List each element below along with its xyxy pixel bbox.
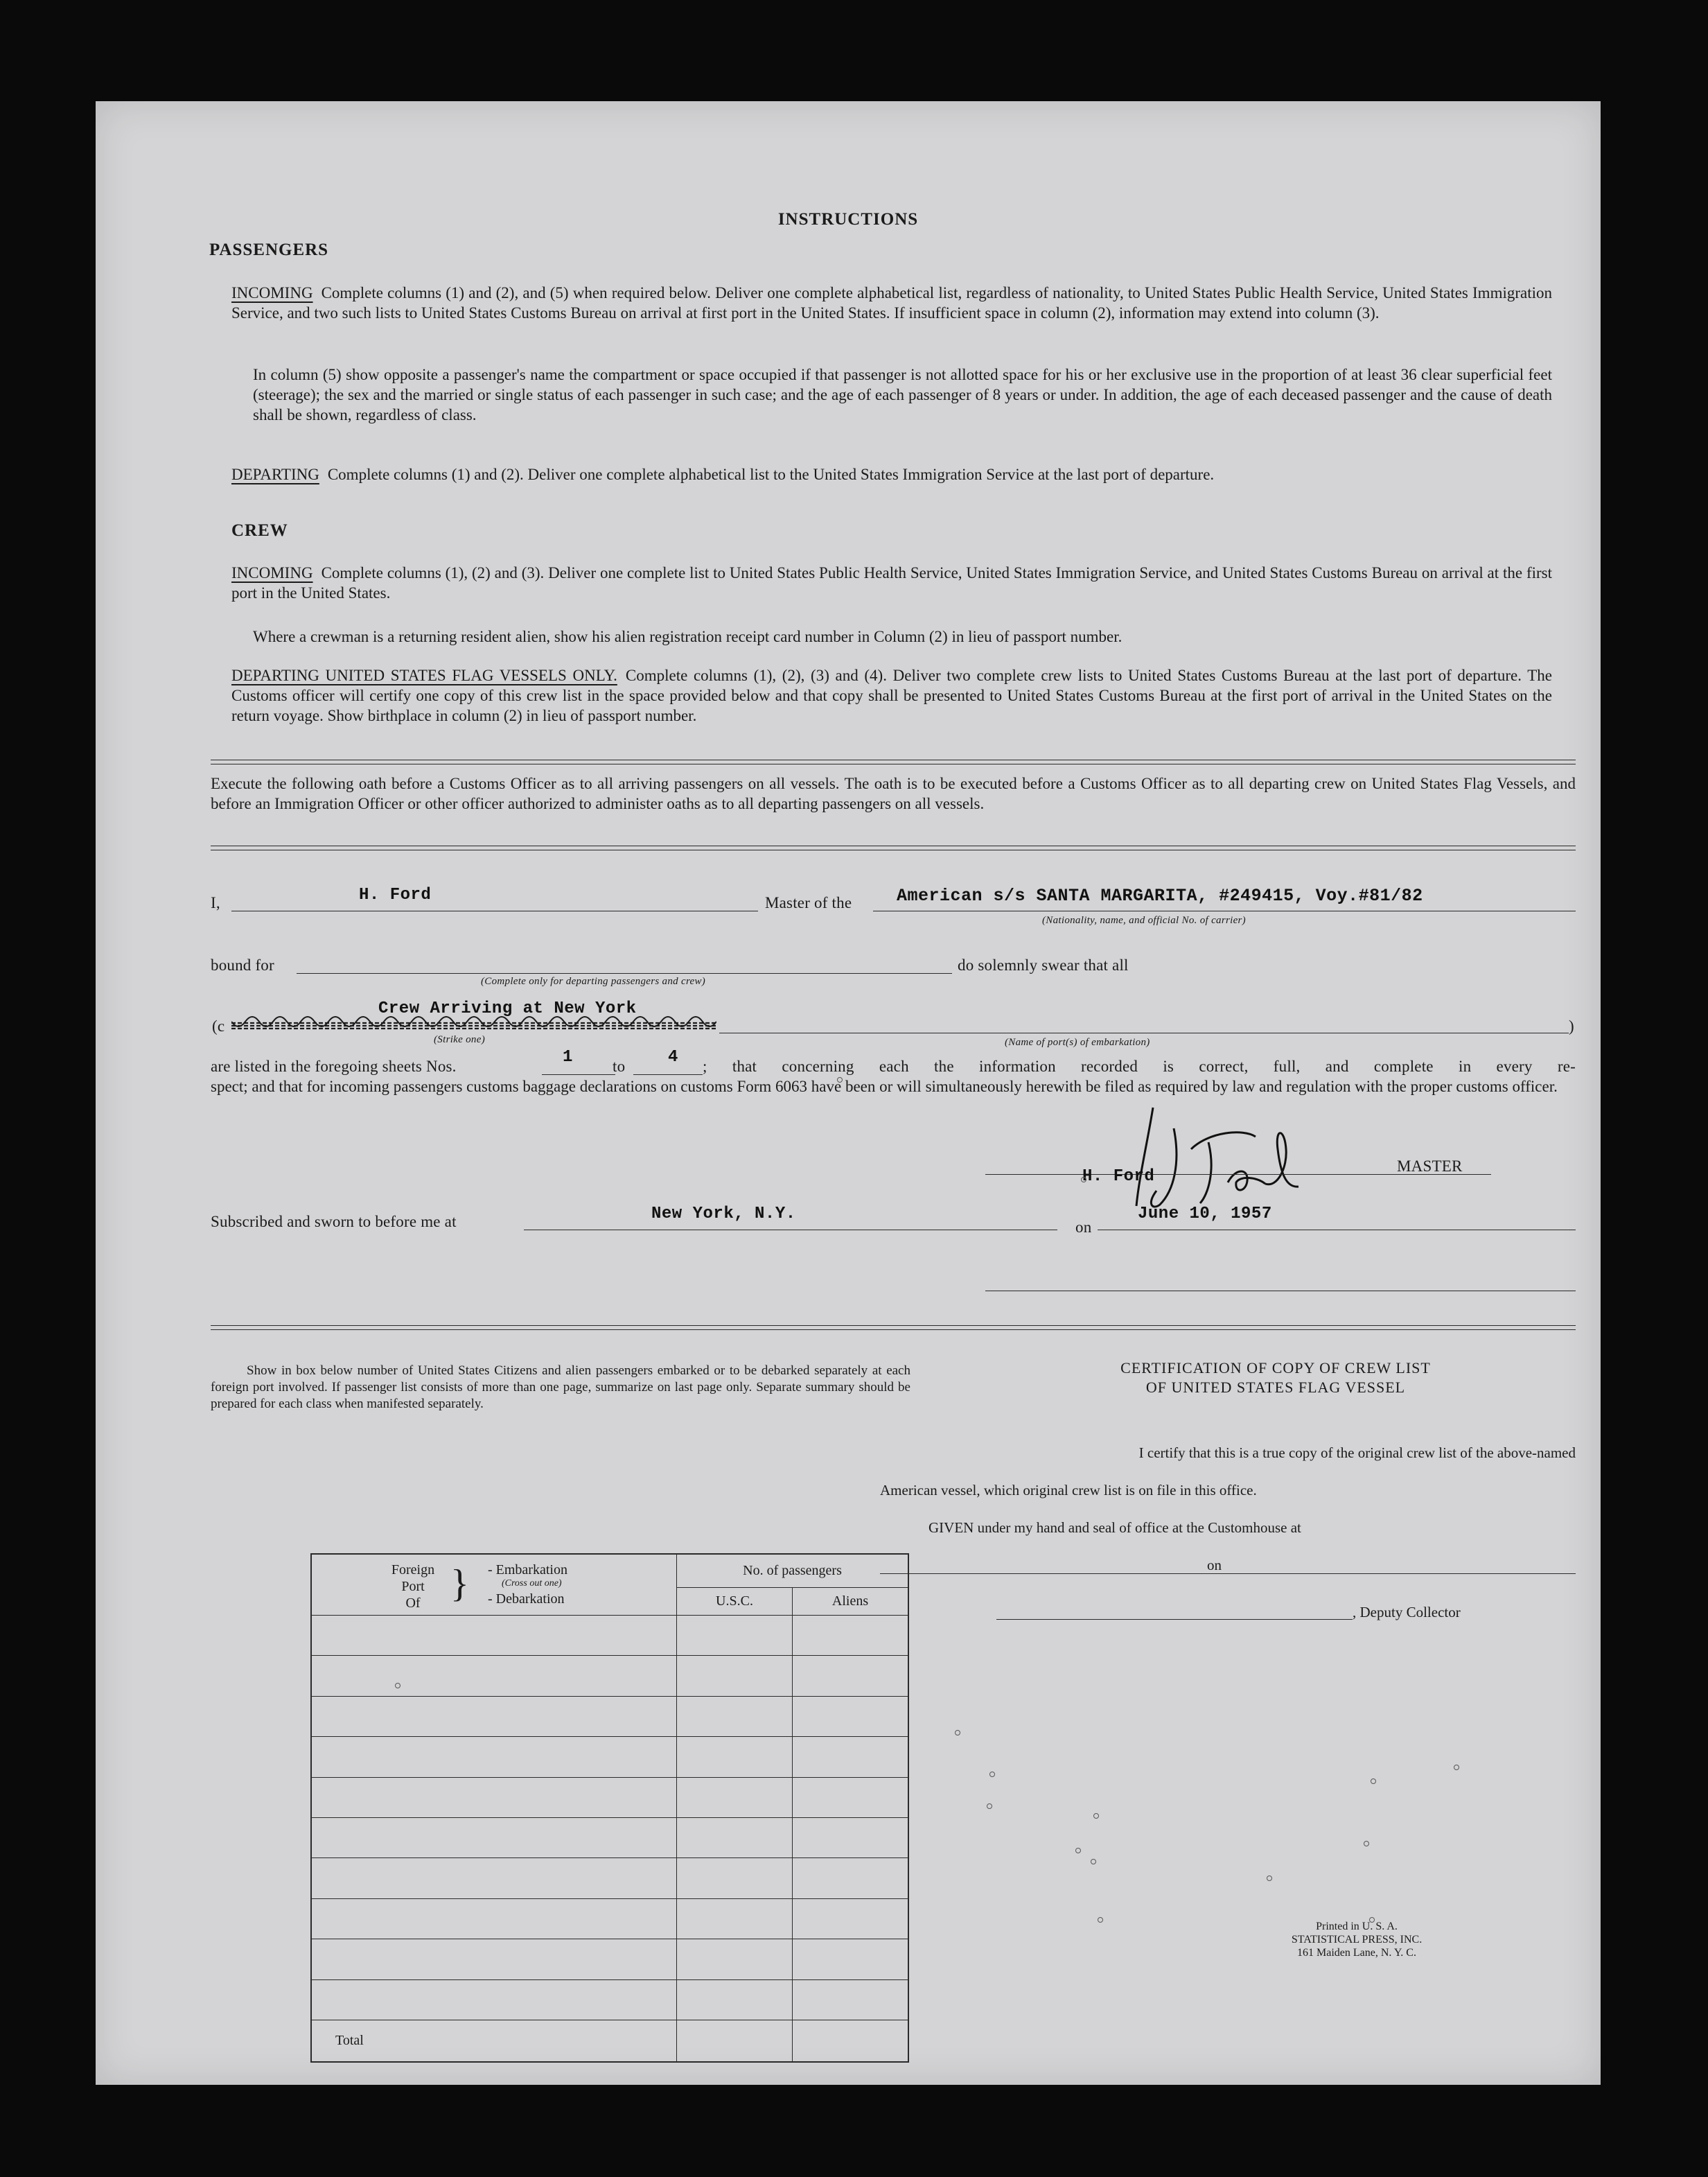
page-title: INSTRUCTIONS — [777, 210, 919, 229]
aliens-cell[interactable] — [793, 1979, 909, 2020]
table-row — [311, 1979, 908, 2020]
crew-incoming-text: Complete columns (1), (2) and (3). Deliver one complete list to United States Public Health Service, United States Immigration Service, and United States Customs Bureau on arrival at the first port in the United States. — [231, 564, 1552, 602]
master-of-label: Master of the — [765, 894, 852, 911]
open-paren: (c — [212, 1017, 225, 1035]
no-passengers-header: No. of passengers — [677, 1554, 909, 1587]
struck-out-text — [231, 1016, 716, 1033]
port-passengers-table — [310, 1553, 909, 2063]
port-header-cell — [311, 1554, 677, 1616]
aliens-cell[interactable] — [793, 1818, 909, 1858]
printer-imprint — [1232, 1920, 1481, 1959]
subscribed-label: Subscribed and sworn to before me at — [211, 1213, 457, 1230]
passengers-incoming-text: Complete columns (1) and (2), and (5) when required below. Deliver one complete alphabetical list, regardless of nationality, to United States Public Health Service, United States Immigration Service, and two such lists to United States Customs Bureau on arrival at first port in the United States. If insufficient space in column (2), information may extend into column (3). — [231, 284, 1552, 322]
certification-date-line[interactable] — [1228, 1573, 1576, 1574]
sheet-to-line — [633, 1074, 703, 1075]
master-label: MASTER — [1397, 1157, 1463, 1175]
divider — [211, 846, 1576, 850]
divider — [211, 760, 1576, 764]
crew-departing-text: Complete columns (1), (2), (3) and (4). Deliver two complete crew lists to United States Customs Bureau at the last port of departure. The Customs officer will certify one copy of this crew list in the space provided below and that copy shall be presented to United States Customs Bureau at the first port of arrival in the United States on the return voyage. Show birthplace in column (2) in lieu of passport number. — [231, 667, 1552, 724]
passengers-departing-section — [231, 464, 1552, 484]
aliens-cell[interactable] — [793, 1777, 909, 1817]
crew-heading: CREW — [231, 521, 288, 540]
table-row — [311, 1858, 908, 1898]
port-cell[interactable] — [311, 1818, 677, 1858]
passengers-incoming-label: INCOMING — [231, 284, 313, 301]
usc-total-cell[interactable] — [677, 2020, 793, 2063]
certification-title-1: CERTIFICATION OF COPY OF CREW LIST — [1120, 1359, 1431, 1376]
master-signature — [1070, 1101, 1416, 1218]
master-name-value: H. Ford — [359, 886, 432, 904]
total-label: Total — [311, 2020, 677, 2063]
crew-incoming-section — [231, 563, 1552, 603]
vessel-caption: (Nationality, name, and official No. of carrier) — [1042, 915, 1246, 926]
certification-title-2: OF UNITED STATES FLAG VESSEL — [1145, 1379, 1406, 1396]
embarkation-caption: (Name of port(s) of embarkation) — [1005, 1037, 1150, 1048]
scan-speck — [987, 1803, 992, 1809]
table-row — [311, 1616, 908, 1656]
scan-speck — [1454, 1765, 1459, 1770]
usc-cell[interactable] — [677, 1818, 793, 1858]
aliens-header: Aliens — [793, 1587, 909, 1615]
aliens-cell[interactable] — [793, 1858, 909, 1898]
crew-departing-label: DEPARTING UNITED STATES FLAG VESSELS ONLY. — [231, 667, 617, 684]
sheet-from-value: 1 — [563, 1048, 573, 1067]
port-cell[interactable] — [311, 1656, 677, 1696]
passengers-departing-text: Complete columns (1) and (2). Deliver one complete alphabetical list to the United States Immigration Service at the last port of departure. — [327, 466, 1215, 483]
port-cell[interactable] — [311, 1898, 677, 1939]
passengers-incoming-section — [231, 283, 1552, 323]
table-row — [311, 1898, 908, 1939]
table-row — [311, 1777, 908, 1817]
usc-header: U.S.C. — [677, 1587, 793, 1615]
crew-arriving-value: Crew Arriving at New York — [378, 999, 637, 1018]
scan-speck — [1371, 1778, 1376, 1784]
port-cell[interactable] — [311, 1737, 677, 1777]
close-paren: ) — [1569, 1017, 1574, 1035]
bound-for-caption: (Complete only for departing passengers and crew) — [481, 976, 706, 987]
table-row — [311, 1818, 908, 1858]
usc-cell[interactable] — [677, 1979, 793, 2020]
printer-line-3: 161 Maiden Lane, N. Y. C. — [1297, 1947, 1416, 1959]
foreign-port-of-label: Foreign Port Of — [391, 1562, 435, 1611]
listed-label: are listed in the foregoing sheets Nos. — [211, 1058, 457, 1075]
scan-speck — [1267, 1876, 1272, 1881]
passengers-heading: PASSENGERS — [209, 241, 329, 259]
certification-on-label: on — [1207, 1557, 1222, 1573]
sworn-place-value: New York, N.Y. — [651, 1205, 796, 1223]
passengers-departing-label: DEPARTING — [231, 466, 319, 483]
scan-speck — [1093, 1813, 1099, 1819]
aliens-cell[interactable] — [793, 1656, 909, 1696]
aliens-cell[interactable] — [793, 1898, 909, 1939]
table-row — [311, 1939, 908, 1979]
aliens-cell[interactable] — [793, 1939, 909, 1979]
port-cell[interactable] — [311, 1979, 677, 2020]
deputy-collector-label: , Deputy Collector — [1353, 1604, 1461, 1620]
usc-cell[interactable] — [677, 1858, 793, 1898]
sworn-date-value: June 10, 1957 — [1138, 1205, 1272, 1223]
usc-cell[interactable] — [677, 1939, 793, 1979]
to-label: to — [613, 1058, 626, 1075]
aliens-total-cell[interactable] — [793, 2020, 909, 2063]
table-row — [311, 1696, 908, 1736]
strike-caption: (Strike one) — [434, 1034, 485, 1045]
usc-cell[interactable] — [677, 1616, 793, 1656]
scan-speck — [1081, 1177, 1086, 1182]
bound-for-line — [297, 973, 952, 974]
brace-glyph: } — [450, 1562, 469, 1605]
form-sheet — [96, 101, 1601, 2085]
bound-for-label: bound for — [211, 956, 274, 974]
oath-instructions: Execute the following oath before a Customs Officer as to all arriving passengers on all vessels. The oath is to be executed before a Customs Officer as to all departing crew on United States Flag Vessels, and before an Immigration Officer or other officer authorized to administer oaths as to all departing passengers on all vessels. — [211, 775, 1576, 812]
statement-a: ; that concerning each the information recorded is correct, full, and complete in every re- — [703, 1058, 1576, 1075]
scan-speck — [1075, 1848, 1081, 1853]
scan-speck — [955, 1730, 960, 1736]
aliens-cell[interactable] — [793, 1696, 909, 1736]
passengers-incoming-text2: In column (5) show opposite a passenger's name the compartment or space occupied if that passenger is not allotted space for his or her exclusive use in the proportion of at least 36 clear superficial feet (steerage); the sex and the married or single status of each passenger in such case; and the age of each passenger of 8 years or under. In addition, the age of each deceased passenger and the cause of death shall be shown, regardless of class. — [253, 366, 1552, 423]
aliens-cell[interactable] — [793, 1616, 909, 1656]
certification-text-3: GIVEN under my hand and seal of office at the Customhouse at — [928, 1519, 1301, 1536]
scan-speck — [1098, 1917, 1103, 1923]
deputy-collector-line[interactable] — [996, 1619, 1353, 1620]
cross-out-label: (Cross out one) — [502, 1578, 562, 1589]
table-row — [311, 1656, 908, 1696]
port-cell[interactable] — [311, 1696, 677, 1736]
certification-text-1: I certify that this is a true copy of the original crew list of the above-named — [1138, 1444, 1576, 1461]
crew-incoming-text2: Where a crewman is a returning resident alien, show his alien registration receipt card number in Column (2) in lieu of passport number. — [253, 628, 1122, 645]
sheet-to-value: 4 — [668, 1048, 678, 1067]
scan-speck — [1369, 1917, 1375, 1923]
scan-speck — [1091, 1859, 1096, 1864]
scan-speck — [395, 1683, 400, 1688]
printer-line-1: Printed in U. S. A. — [1316, 1921, 1398, 1932]
port-cell[interactable] — [311, 1616, 677, 1656]
usc-cell[interactable] — [677, 1777, 793, 1817]
usc-cell[interactable] — [677, 1898, 793, 1939]
aliens-cell[interactable] — [793, 1737, 909, 1777]
sworn-on-label: on — [1075, 1218, 1092, 1236]
usc-cell[interactable] — [677, 1656, 793, 1696]
divider — [211, 1325, 1576, 1330]
sheet-from-line — [542, 1074, 615, 1075]
debarkation-label: - Debarkation — [488, 1591, 565, 1607]
signature-name-value: H. Ford — [1082, 1167, 1155, 1186]
certification-text-2: American vessel, which original crew list is on file in this office. — [880, 1482, 1257, 1498]
box-instructions: Show in box below number of United States Citizens and alien passengers embarked or to be debarked separately at each foreign port involved. If passenger list consists of more than one page, summarize on last page only. Separate summary should be prepared for each class when manifested separately. — [211, 1363, 910, 1411]
total-row — [311, 2020, 908, 2063]
crew-incoming-label: INCOMING — [231, 564, 313, 582]
crew-departing-section — [231, 665, 1552, 726]
oath-i-label: I, — [211, 894, 220, 911]
port-cell[interactable] — [311, 1939, 677, 1979]
vessel-value: American s/s SANTA MARGARITA, #249415, Voy.#81/82 — [897, 886, 1423, 906]
embarkation-label: - Embarkation — [488, 1562, 567, 1577]
swear-label: do solemnly swear that all — [958, 956, 1129, 974]
port-cell[interactable] — [311, 1777, 677, 1817]
statement-b: spect; and that for incoming passengers customs baggage declarations on customs Form 6063 have been or will simultaneously herewith be filed as required by law and regulation with the proper customs officer. — [211, 1078, 1558, 1095]
scan-speck — [989, 1772, 995, 1777]
port-cell[interactable] — [311, 1858, 677, 1898]
printer-line-2: STATISTICAL PRESS, INC. — [1291, 1934, 1423, 1946]
scan-speck — [837, 1077, 843, 1083]
usc-cell[interactable] — [677, 1696, 793, 1736]
scan-speck — [1364, 1841, 1369, 1846]
table-row — [311, 1737, 908, 1777]
usc-cell[interactable] — [677, 1737, 793, 1777]
